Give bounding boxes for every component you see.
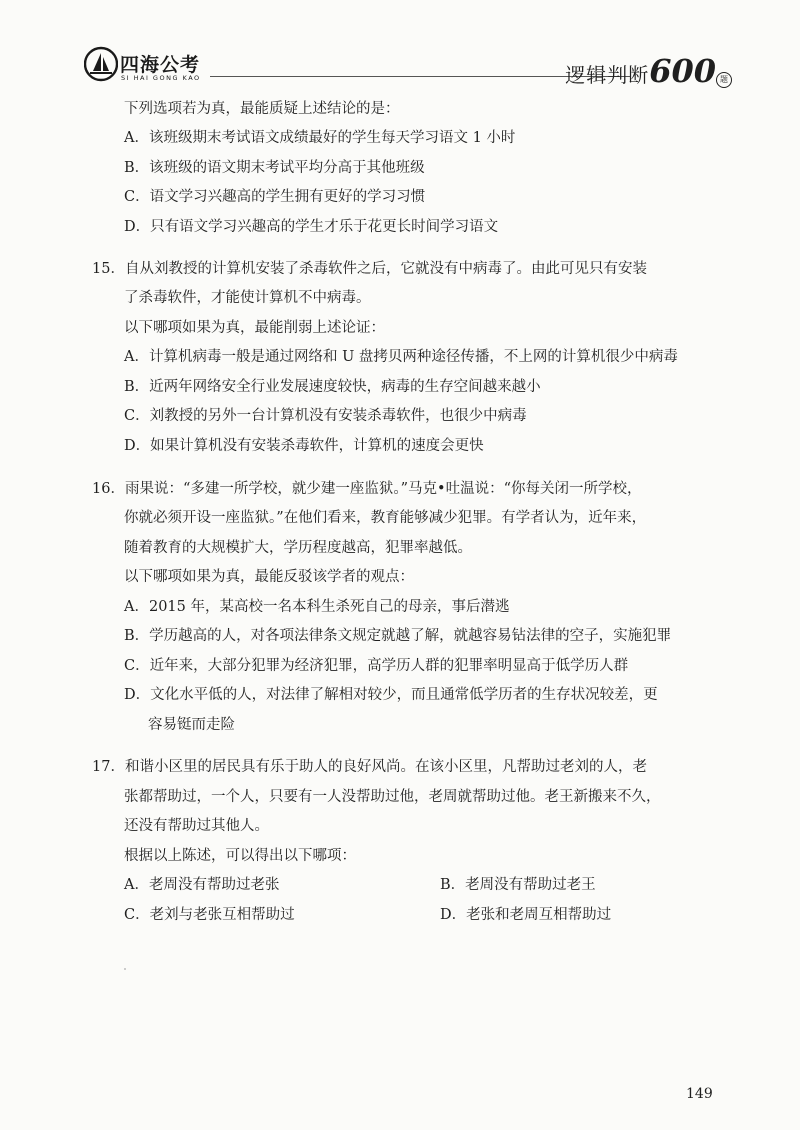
q17-option-a: A．老周没有帮助过老张 [124,877,280,893]
q16-option-b: B．学历越高的人，对各项法律条文规定就越了解，就越容易钻法律的空子，实施犯罪 [124,628,672,644]
logo-chinese-text: 四海公考 [120,54,201,76]
q15-stem-line-2: 了杀毒软件，才能使计算机不中病毒。 [124,290,371,306]
q16-option-a: A．2015 年，某高校一名本科生杀死自己的母亲，事后潜逃 [124,599,510,615]
q15-option-b: B．近两年网络安全行业发展速度较快，病毒的生存空间越来越小 [124,379,541,395]
q16-stem-line-2: 你就必须开设一座监狱。”在他们看来，教育能够减少犯罪。有学者认为，近年来， [124,510,647,526]
q15-prompt: 以下哪项如果为真，最能削弱上述论证： [124,320,385,336]
q17-stem-line-3: 还没有帮助过其他人。 [124,818,269,834]
book-title-suffix-badge: 题 [716,72,732,88]
q16-stem-line-1: 16．雨果说：“多建一所学校，就少建一座监狱。”马克•吐温说：“你每关闭一所学校， [92,481,642,497]
q15-option-c: C．刘教授的另外一台计算机没有安装杀毒软件，也很少中病毒 [124,408,527,424]
q14-option-c: C．语文学习兴趣高的学生拥有更好的学习习惯 [124,189,426,205]
q14-option-a: A．该班级期末考试语文成绩最好的学生每天学习语文 1 小时 [124,130,516,146]
q17-prompt: 根据以上陈述，可以得出以下哪项： [124,848,356,864]
q14-option-d: D．只有语文学习兴趣高的学生才乐于花更长时间学习语文 [124,219,499,235]
q16-option-d-line-2: 容易铤而走险 [148,717,235,733]
q17-option-d: D．老张和老周互相帮助过 [440,907,612,923]
q16-stem-line-3: 随着教育的大规模扩大，学历程度越高，犯罪率越低。 [124,540,472,556]
q17-stem-line-2: 张都帮助过，一个人，只要有一人没帮助过他，老周就帮助过他。老王新搬来不久， [124,789,661,805]
q17-option-b: B．老周没有帮助过老王 [440,877,596,893]
q16-option-c: C．近年来，大部分犯罪为经济犯罪，高学历人群的犯罪率明显高于低学历人群 [124,658,629,674]
q16-prompt: 以下哪项如果为真，最能反驳该学者的观点： [124,569,414,585]
logo-pinyin-text: SI HAI GONG KAO [121,74,201,82]
q17-stem-line-1: 17．和谐小区里的居民具有乐于助人的良好风尚。在该小区里，凡帮助过老刘的人，老 [92,759,647,775]
q15-option-d: D．如果计算机没有安装杀毒软件，计算机的速度会更快 [124,438,484,454]
q15-option-a: A．计算机病毒一般是通过网络和 U 盘拷贝两种途径传播，不上网的计算机很少中病毒 [124,349,678,365]
q14-option-b: B．该班级的语文期末考试平均分高于其他班级 [124,160,425,176]
q16-option-d-line-1: D．文化水平低的人，对法律了解相对较少，而且通常低学历者的生存状况较差，更 [124,687,658,703]
print-speck [124,968,126,970]
book-title-text: 逻辑判断 [565,63,650,87]
q14-prompt: 下列选项若为真，最能质疑上述结论的是： [124,101,400,117]
book-title-number: 600 [649,52,716,90]
page-number: 149 [686,1086,713,1102]
q15-stem-line-1: 15．自从刘教授的计算机安装了杀毒软件之后，它就没有中病毒了。由此可见只有安装 [92,261,647,277]
q17-option-c: C．老刘与老张互相帮助过 [124,907,295,923]
